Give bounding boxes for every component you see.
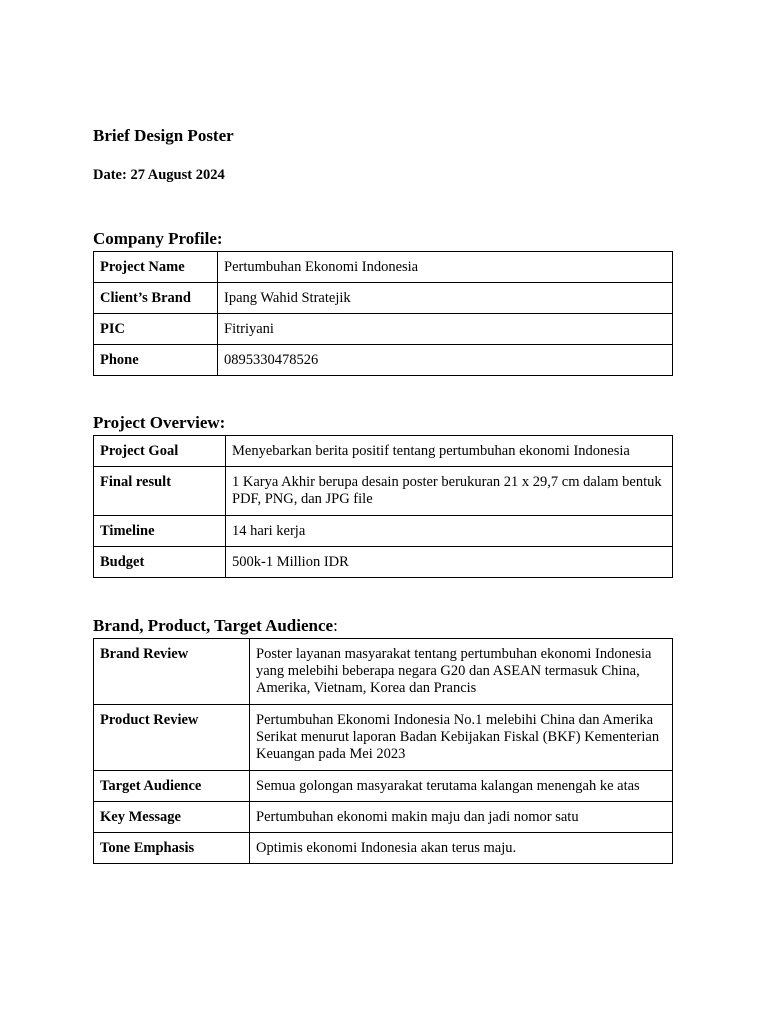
- table-row: [94, 252, 673, 283]
- table-row: [94, 345, 673, 376]
- row-value: 1 Karya Akhir berupa desain poster berukuran 21 x 29,7 cm dalam bentuk PDF, PNG, dan JPG file: [226, 467, 673, 516]
- row-value: Pertumbuhan Ekonomi Indonesia: [218, 252, 673, 283]
- row-value: Ipang Wahid Stratejik: [218, 283, 673, 314]
- row-value: Semua golongan masyarakat terutama kalangan menengah ke atas: [250, 771, 673, 802]
- row-value: 500k-1 Million IDR: [226, 547, 673, 578]
- company-profile-heading: Company Profile:: [93, 229, 223, 248]
- table-row: [94, 516, 673, 547]
- row-key: Key Message: [94, 802, 250, 833]
- row-key: Final result: [94, 467, 226, 516]
- row-value: Pertumbuhan Ekonomi Indonesia No.1 melebihi China dan Amerika Serikat menurut laporan Badan Kebijakan Fiskal (BKF) Kementerian Keuangan pada Mei 2023: [250, 705, 673, 771]
- row-key: PIC: [94, 314, 218, 345]
- row-key: Project Name: [94, 252, 218, 283]
- table-row: [94, 467, 673, 516]
- table-row: [94, 283, 673, 314]
- table-row: [94, 771, 673, 802]
- table-row: [94, 833, 673, 864]
- row-key: Tone Emphasis: [94, 833, 250, 864]
- row-value: 14 hari kerja: [226, 516, 673, 547]
- row-key: Brand Review: [94, 639, 250, 705]
- row-value: Poster layanan masyarakat tentang pertumbuhan ekonomi Indonesia yang melebihi beberapa negara G20 dan ASEAN termasuk China, Amerika, Vietnam, Korea dan Prancis: [250, 639, 673, 705]
- table-row: [94, 314, 673, 345]
- brand-product-heading-colon: :: [333, 616, 338, 635]
- row-value: Pertumbuhan ekonomi makin maju dan jadi nomor satu: [250, 802, 673, 833]
- row-key: Phone: [94, 345, 218, 376]
- row-value: 0895330478526: [218, 345, 673, 376]
- row-key: Budget: [94, 547, 226, 578]
- row-value: Optimis ekonomi Indonesia akan terus maju.: [250, 833, 673, 864]
- row-key: Target Audience: [94, 771, 250, 802]
- brand-product-table: [93, 638, 673, 864]
- row-key: Product Review: [94, 705, 250, 771]
- row-value: Fitriyani: [218, 314, 673, 345]
- table-row: [94, 436, 673, 467]
- project-overview-heading: Project Overview:: [93, 413, 226, 432]
- table-row: [94, 547, 673, 578]
- table-row: [94, 802, 673, 833]
- row-value: Menyebarkan berita positif tentang pertumbuhan ekonomi Indonesia: [226, 436, 673, 467]
- document-date: Date: 27 August 2024: [93, 167, 225, 183]
- row-key: Project Goal: [94, 436, 226, 467]
- brand-product-heading-text: Brand, Product, Target Audience: [93, 616, 334, 635]
- table-row: [94, 705, 673, 771]
- company-profile-table: [93, 251, 673, 376]
- project-overview-table: [93, 435, 673, 578]
- document-title: Brief Design Poster: [93, 126, 234, 145]
- row-key: Timeline: [94, 516, 226, 547]
- row-key: Client’s Brand: [94, 283, 218, 314]
- brand-product-heading: [93, 616, 338, 636]
- table-row: [94, 639, 673, 705]
